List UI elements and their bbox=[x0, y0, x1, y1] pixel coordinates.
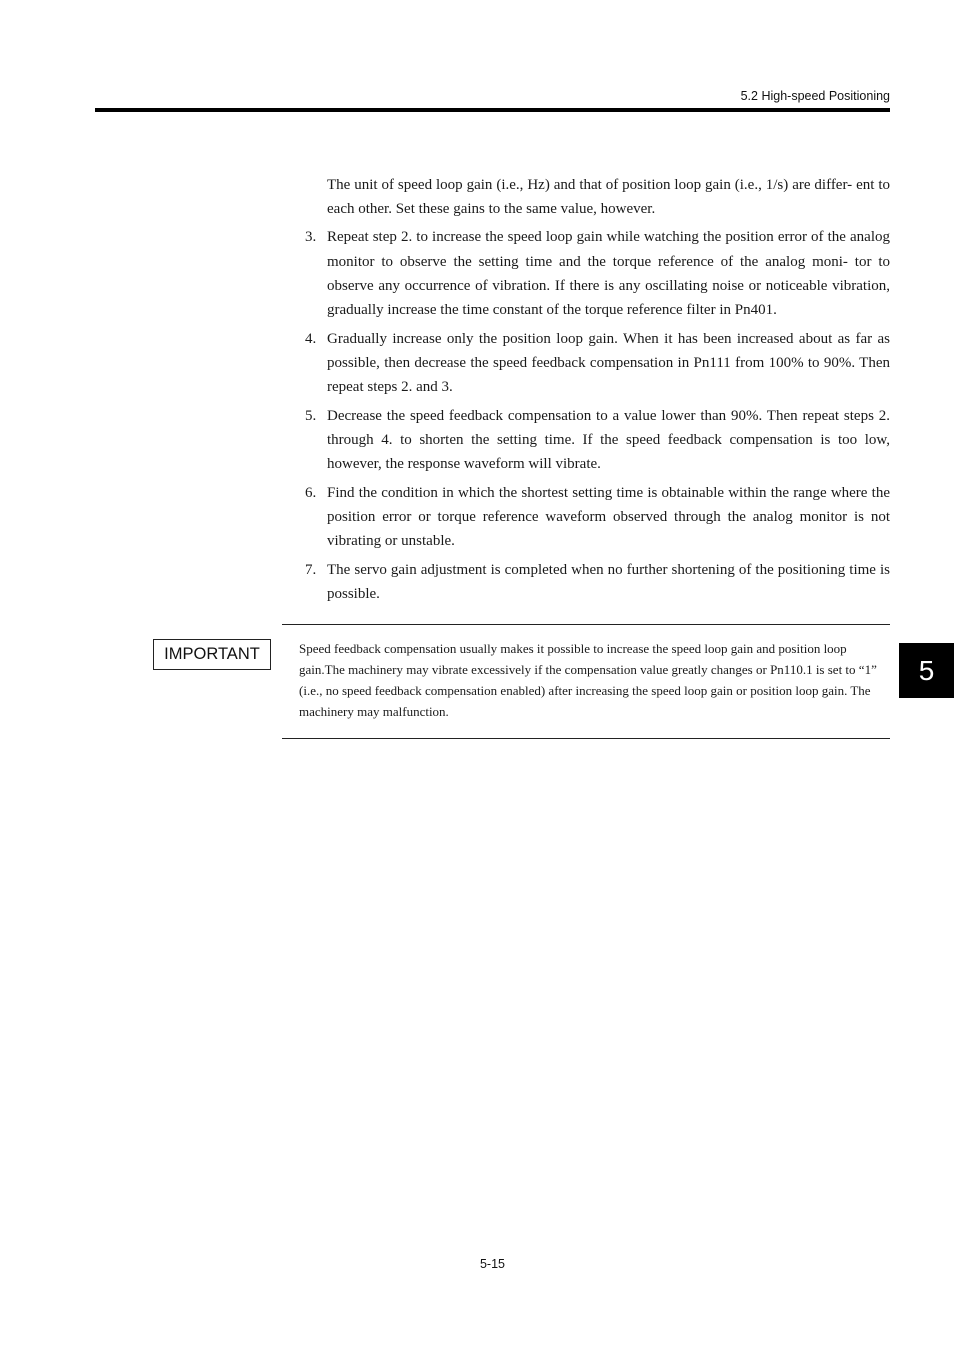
section-header: 5.2 High-speed Positioning bbox=[740, 89, 890, 103]
list-item bbox=[305, 404, 890, 477]
step-text: The servo gain adjustment is completed when no further shortening of the positioning time is possible. bbox=[327, 562, 890, 603]
intro-paragraph: The unit of speed loop gain (i.e., Hz) and that of position loop gain (i.e., 1/s) are differ- ent to each other. Set these gains to the same value, however. bbox=[327, 177, 890, 218]
step-text: Gradually increase only the position loop gain. When it has been increased about as far as possible, then decrease the speed feedback compensation in Pn111 from 100% to 90%. Then repeat steps 2. and 3. bbox=[327, 330, 890, 396]
steps-list bbox=[305, 225, 890, 606]
note-top-rule bbox=[282, 624, 890, 625]
important-label: IMPORTANT bbox=[153, 639, 271, 670]
chapter-tab: 5 bbox=[899, 643, 954, 698]
step-number: 4. bbox=[305, 330, 317, 347]
step-text: Find the condition in which the shortest setting time is obtainable within the range where the position error or torque reference waveform observed through the analog monitor is not vibrating or unstable. bbox=[327, 484, 890, 550]
list-item bbox=[305, 481, 890, 554]
body-content bbox=[305, 173, 890, 611]
step-number: 3. bbox=[305, 229, 317, 246]
header-rule bbox=[95, 108, 890, 112]
step-text: Repeat step 2. to increase the speed loop gain while watching the position error of the analog monitor to observe the setting time and the torque reference of the analog moni- tor to observe any occurrence of vibration. If there is any oscillating noise or noticeable vibration, gradually increase the time constant of the torque reference filter in Pn401. bbox=[327, 229, 890, 319]
page-number: 5-15 bbox=[479, 1257, 506, 1271]
important-note-text: Speed feedback compensation usually makes it possible to increase the speed loop gain and position loop gain.The machinery may vibrate excessively if the compensation value greatly changes or Pn110.1 is set to “1” (i.e., no speed feedback compensation enabled) after increasing the speed loop gain or position loop gain. The machinery may malfunction. bbox=[299, 641, 877, 719]
step-number: 5. bbox=[305, 407, 317, 424]
step-number: 6. bbox=[305, 484, 317, 501]
note-bottom-rule bbox=[282, 738, 890, 739]
list-item bbox=[305, 558, 890, 606]
step-number: 7. bbox=[305, 562, 317, 579]
list-item bbox=[305, 225, 890, 322]
step-text: Decrease the speed feedback compensation to a value lower than 90%. Then repeat steps 2. through 4. to shorten the setting time. If the speed feedback compensation is too low, however, the response waveform will vibrate. bbox=[327, 407, 890, 473]
list-item bbox=[305, 327, 890, 400]
